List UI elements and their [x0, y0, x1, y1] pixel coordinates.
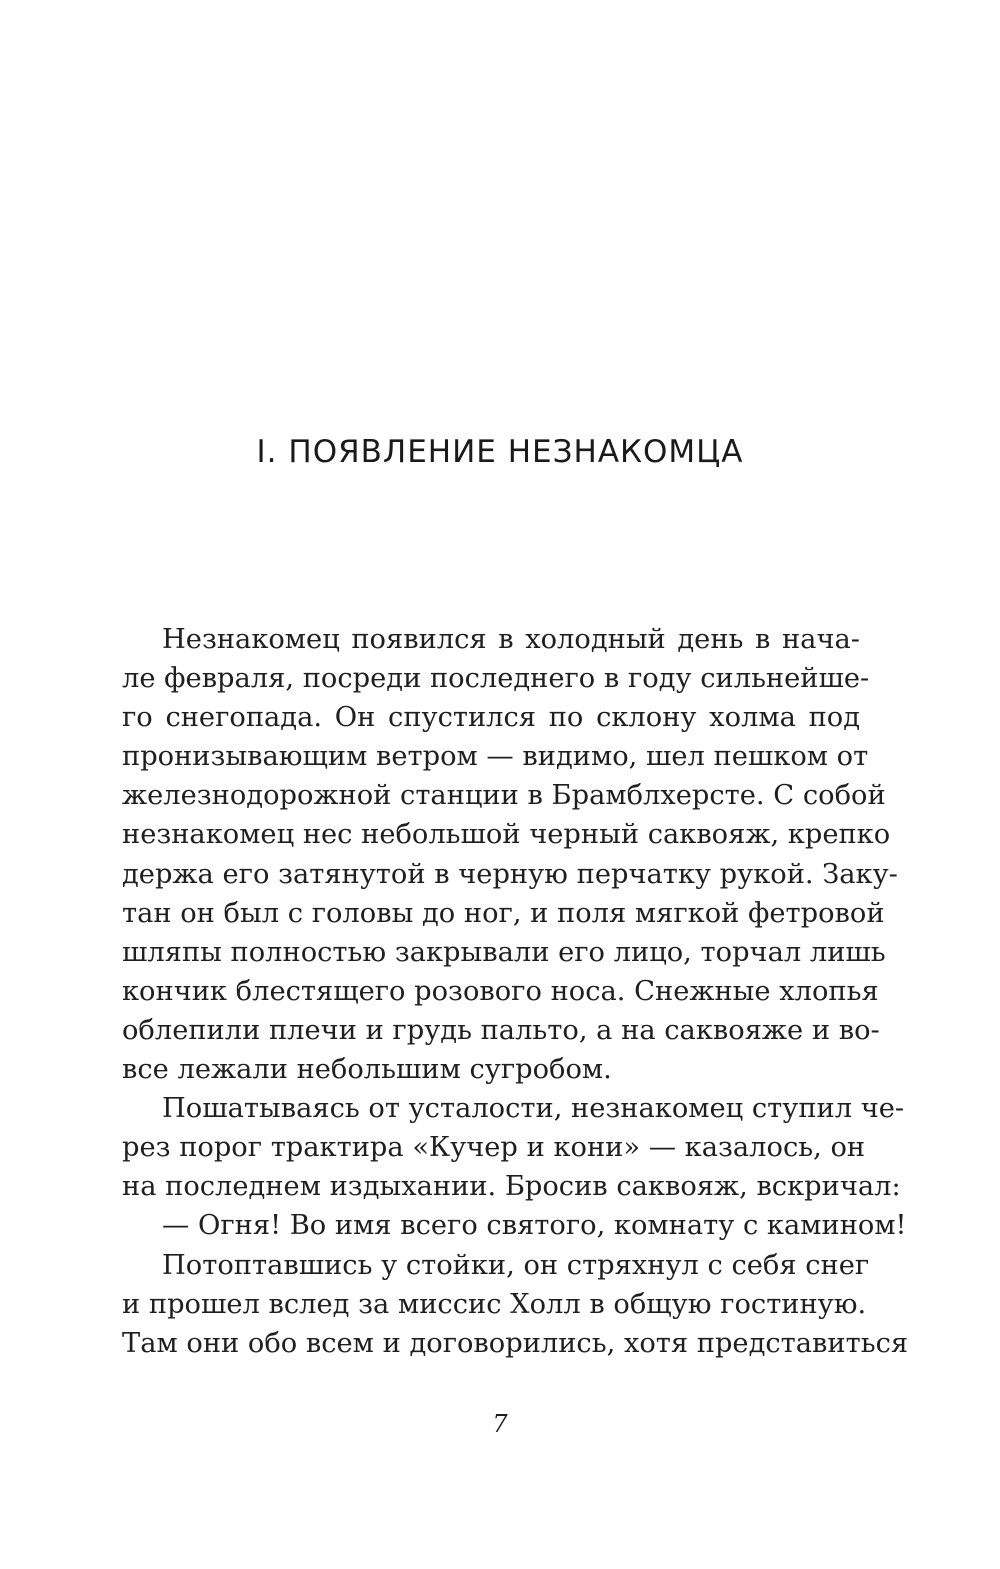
text-line: Пошатываясь от усталости, незнакомец ступил че-	[162, 1093, 905, 1125]
chapter-title: I. ПОЯВЛЕНИЕ НЕЗНАКОМЦА	[256, 434, 744, 470]
text-line: Там они обо всем и договорились, хотя представиться	[122, 1327, 909, 1359]
text-line: железнодорожной станции в Брамблхерсте. С собой	[122, 780, 886, 812]
text-line: — Огня! Во имя всего святого, комнату с камином!	[162, 1210, 907, 1242]
text-line: пронизывающим ветром — видимо, шел пешком от	[122, 741, 869, 773]
text-line: Потоптавшись у стойки, он стряхнул с себя снег	[162, 1249, 870, 1281]
chapter-body	[122, 620, 909, 1363]
text-line: ле февраля, посреди последнего в году сильнейше-	[122, 663, 870, 695]
text-line: облепили плечи и грудь пальто, а на саквояже и во-	[122, 1014, 880, 1046]
text-line: го снегопада. Он спустился по склону холма под	[122, 702, 860, 734]
text-line: и прошел вслед за миссис Холл в общую гостиную.	[122, 1288, 867, 1320]
text-line: кончик блестящего розового носа. Снежные хлопья	[122, 975, 879, 1007]
text-line: незнакомец нес небольшой черный саквояж, крепко	[122, 819, 891, 851]
text-line: на последнем издыхании. Бросив саквояж, вскричал:	[122, 1171, 901, 1203]
text-line: Незнакомец появился в холодный день в нача-	[162, 624, 860, 655]
text-line: все лежали небольшим сугробом.	[122, 1054, 612, 1086]
text-line: тан он был с головы до ног, и поля мягкой фетровой	[122, 897, 885, 929]
page-number: 7	[492, 1410, 508, 1438]
text-line: рез порог трактира «Кучер и кони» — казалось, он	[122, 1132, 866, 1164]
text-line: держа его затянутой в черную перчатку рукой. Заку-	[122, 858, 898, 890]
text-line: шляпы полностью закрывали его лицо, торчал лишь	[122, 936, 886, 968]
